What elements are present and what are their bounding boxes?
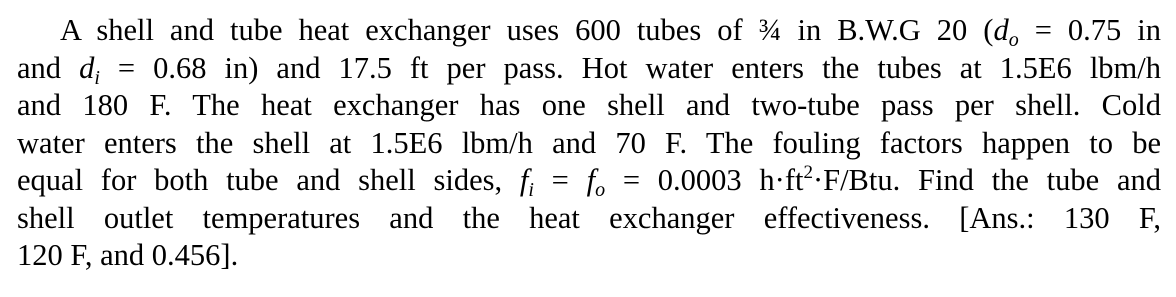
variable-d: d — [993, 13, 1009, 47]
text-segment: = 0.68 in) and 17.5 ft per pass. Hot water enters the tubes at 1.5E6 lbm/h — [99, 50, 1161, 85]
subscript-o: o — [595, 179, 606, 201]
subscript-i: i — [94, 66, 100, 89]
problem-line-6: shell outlet temperatures and the heat exchanger effectiveness. [Ans.: 130 F, — [17, 200, 1161, 235]
problem-line-5 — [17, 162, 1161, 200]
subscript-i: i — [528, 179, 534, 201]
variable-f: f — [519, 163, 529, 197]
text-segment: = 0.75 in — [1018, 13, 1161, 47]
problem-line-1 — [17, 12, 1161, 50]
variable-d: d — [79, 50, 95, 85]
problem-line-2 — [17, 50, 1161, 88]
problem-statement — [17, 12, 1161, 275]
text-segment: ·F/Btu. Find the tube and — [812, 163, 1161, 197]
superscript-2: 2 — [803, 162, 813, 183]
text-segment: = 0.0003 h·ft — [605, 163, 804, 197]
text-segment: A shell and tube heat exchanger uses 600 tubes of ¾ in B.W.G 20 ( — [60, 13, 994, 47]
problem-line-3: and 180 F. The heat exchanger has one shell and two-tube pass per shell. Cold — [17, 88, 1161, 122]
text-segment: equal for both tube and shell sides, — [17, 163, 520, 197]
problem-line-4: water enters the shell at 1.5E6 lbm/h and 70 F. The fouling factors happen to be — [17, 125, 1161, 160]
text-segment: and — [17, 50, 80, 85]
subscript-o: o — [1008, 29, 1019, 51]
problem-line-7: 120 F, and 0.456]. — [17, 238, 239, 272]
variable-f: f — [586, 163, 596, 197]
text-segment: = — [533, 163, 587, 197]
